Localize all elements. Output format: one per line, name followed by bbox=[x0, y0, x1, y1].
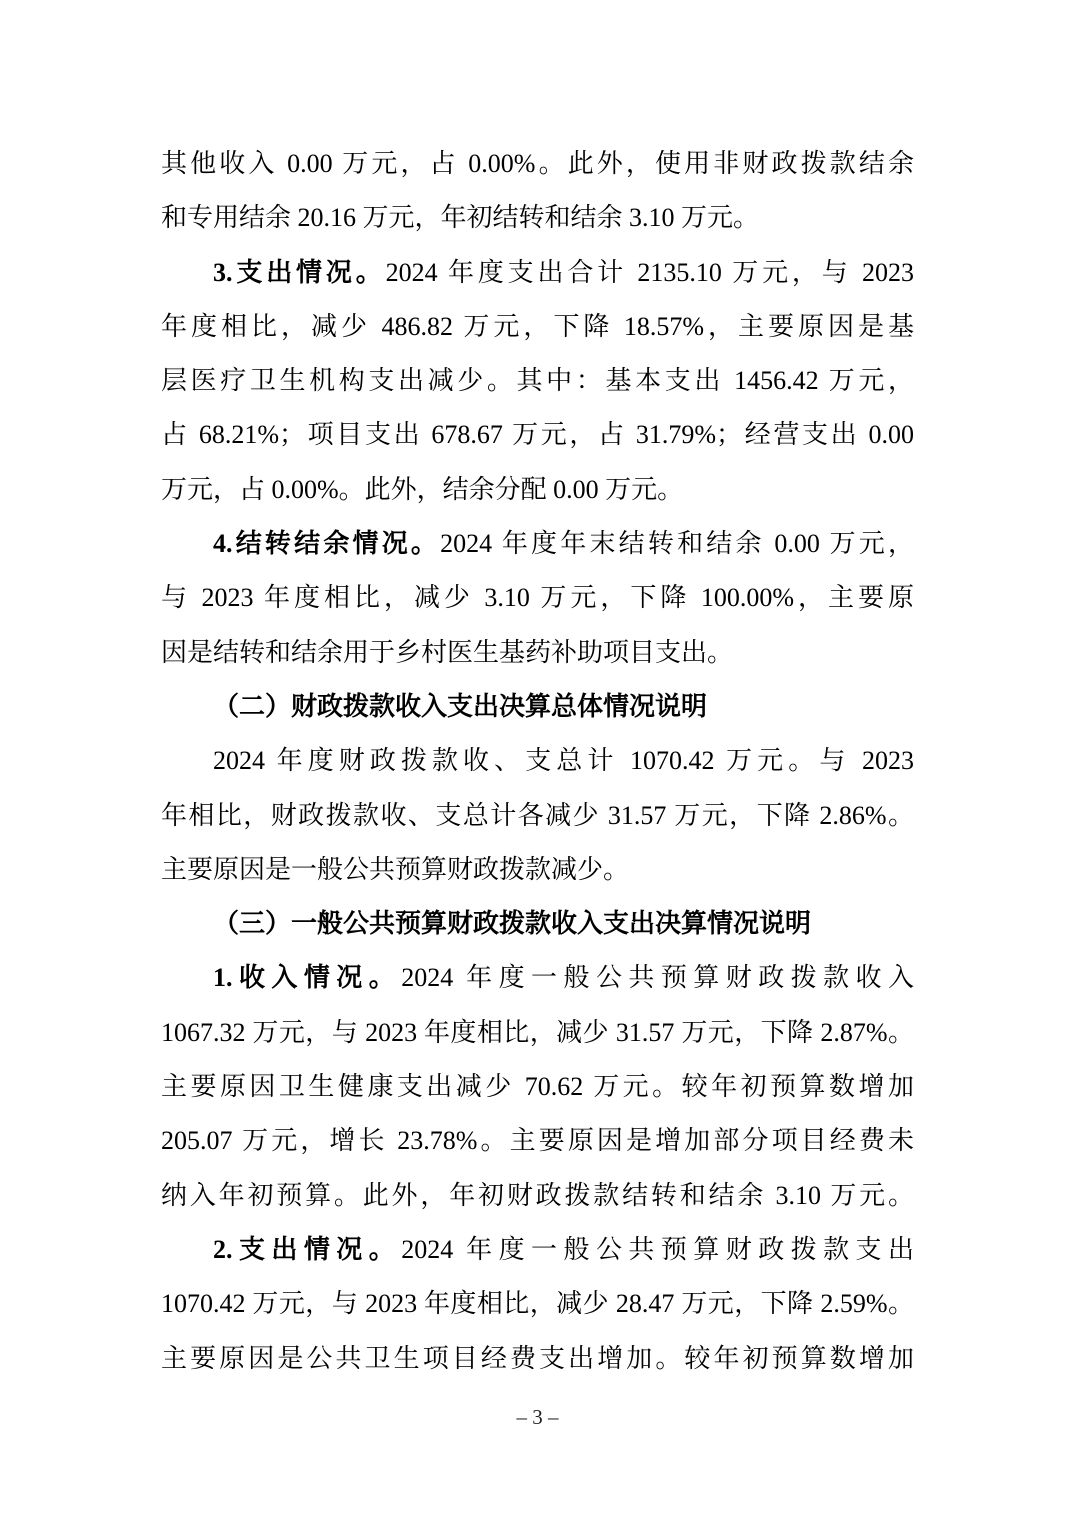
text-line-6 bbox=[161, 408, 914, 462]
text-line-4 bbox=[161, 300, 914, 354]
bold-segment: 2.支出情况。 bbox=[213, 1234, 402, 1264]
text-segment: 和专用结余 20.16 万元，年初结转和结余 3.10 万元。 bbox=[161, 203, 760, 233]
text-line-5 bbox=[161, 354, 914, 408]
text-segment: 主要原因卫生健康支出减少 70.62 万元。较年初预算数增加 bbox=[161, 1072, 914, 1102]
text-line-15 bbox=[161, 897, 914, 951]
text-line-19 bbox=[161, 1114, 914, 1168]
text-segment: 万元，占 0.00%。此外，结余分配 0.00 万元。 bbox=[161, 474, 684, 504]
text-line-11 bbox=[161, 680, 914, 734]
text-line-3 bbox=[161, 246, 914, 300]
text-segment: 因是结转和结余用于乡村医生基药补助项目支出。 bbox=[161, 637, 734, 667]
text-segment: 1070.42 万元，与 2023 年度相比，减少 28.47 万元，下降 2.59%。 bbox=[161, 1289, 914, 1319]
text-line-14 bbox=[161, 843, 914, 897]
text-line-12 bbox=[161, 734, 914, 788]
text-segment: 2024 年度一般公共预算财政拨款支出 bbox=[401, 1234, 914, 1264]
text-segment: 主要原因是公共卫生项目经费支出增加。较年初预算数增加 bbox=[161, 1343, 914, 1373]
text-line-7 bbox=[161, 463, 914, 517]
bold-segment: （二）财政拨款收入支出决算总体情况说明 bbox=[213, 691, 708, 721]
text-segment: 其他收入 0.00 万元，占 0.00%。此外，使用非财政拨款结余 bbox=[161, 149, 914, 178]
text-line-10 bbox=[161, 626, 914, 680]
text-segment: 主要原因是一般公共预算财政拨款减少。 bbox=[161, 854, 630, 884]
text-line-23 bbox=[161, 1332, 914, 1386]
text-line-1 bbox=[161, 137, 914, 191]
text-line-17 bbox=[161, 1006, 914, 1060]
text-segment: 205.07 万元，增长 23.78%。主要原因是增加部分项目经费未 bbox=[161, 1126, 914, 1156]
text-line-22 bbox=[161, 1277, 914, 1331]
text-segment: 层医疗卫生机构支出减少。其中：基本支出 1456.42 万元， bbox=[161, 366, 914, 396]
bold-segment: 4.结转结余情况。 bbox=[213, 529, 441, 559]
bold-segment: （三）一般公共预算财政拨款收入支出决算情况说明 bbox=[213, 909, 812, 939]
text-segment: 占 68.21%；项目支出 678.67 万元，占 31.79%；经营支出 0.00 bbox=[161, 420, 914, 450]
text-line-18 bbox=[161, 1060, 914, 1114]
text-segment: 2024 年度年末结转和结余 0.00 万元， bbox=[440, 529, 914, 559]
page-number: – 3 – bbox=[516, 1405, 559, 1429]
document-body bbox=[161, 137, 914, 1386]
text-segment: 2024 年度财政拨款收、支总计 1070.42 万元。与 2023 bbox=[213, 746, 914, 776]
text-segment: 年相比，财政拨款收、支总计各减少 31.57 万元，下降 2.86%。 bbox=[161, 800, 914, 830]
text-line-8 bbox=[161, 517, 914, 571]
text-line-9 bbox=[161, 571, 914, 625]
text-segment: 1067.32 万元，与 2023 年度相比，减少 31.57 万元，下降 2.87%。 bbox=[161, 1017, 914, 1047]
text-line-2 bbox=[161, 191, 914, 245]
text-line-20 bbox=[161, 1169, 914, 1223]
text-line-16 bbox=[161, 951, 914, 1005]
text-segment: 纳入年初预算。此外，年初财政拨款结转和结余 3.10 万元。 bbox=[161, 1180, 914, 1210]
text-segment: 与 2023 年度相比，减少 3.10 万元，下降 100.00%，主要原 bbox=[161, 583, 914, 613]
bold-segment: 3.支出情况。 bbox=[213, 257, 386, 287]
text-segment: 2024 年度一般公共预算财政拨款收入 bbox=[401, 963, 914, 993]
bold-segment: 1.收入情况。 bbox=[213, 963, 402, 993]
text-segment: 2024 年度支出合计 2135.10 万元，与 2023 bbox=[385, 257, 914, 287]
text-segment: 年度相比，减少 486.82 万元，下降 18.57%，主要原因是基 bbox=[161, 311, 914, 341]
text-line-13 bbox=[161, 789, 914, 843]
text-line-21 bbox=[161, 1223, 914, 1277]
